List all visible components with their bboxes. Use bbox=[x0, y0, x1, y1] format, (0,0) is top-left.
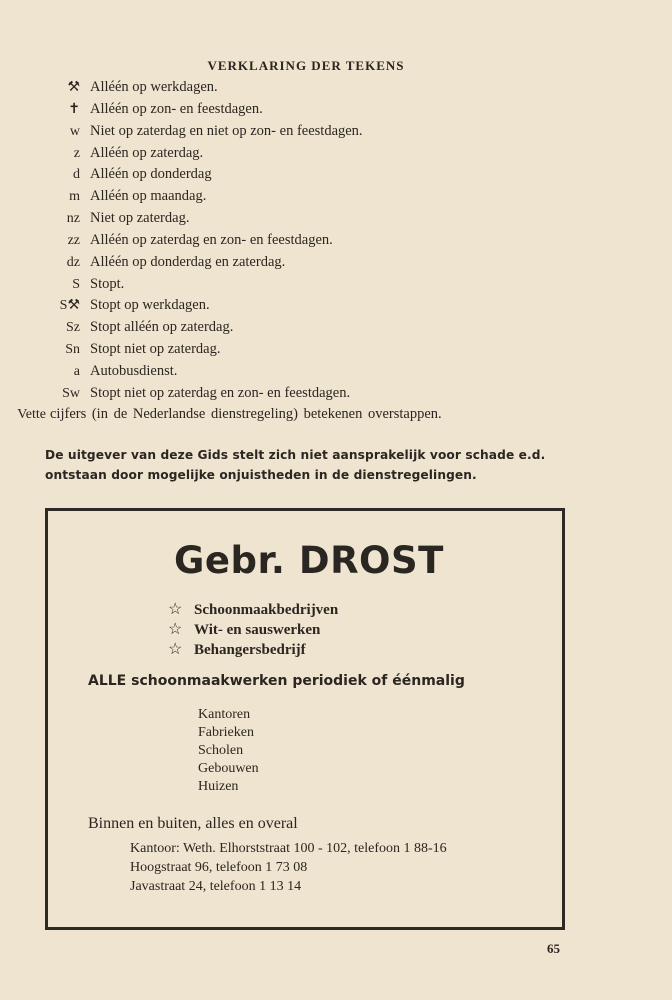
service-item bbox=[168, 619, 338, 639]
legend-item bbox=[40, 210, 189, 232]
legend-symbol: d bbox=[73, 167, 80, 182]
legend-symbol: S⚒ bbox=[59, 298, 80, 313]
legend-item bbox=[40, 297, 210, 319]
legend-text: Alléén op zon- en feestdagen. bbox=[90, 101, 263, 117]
legend-symbol: a bbox=[73, 364, 80, 379]
legend-text: Alléén op donderdag bbox=[90, 166, 212, 182]
legend-text: Autobusdienst. bbox=[90, 363, 178, 379]
legend-symbol: Sn bbox=[65, 342, 80, 357]
legend-symbol: dz bbox=[66, 255, 80, 270]
client-item: Fabrieken bbox=[198, 725, 254, 740]
legend-symbol: Sw bbox=[62, 386, 80, 401]
service-label: Behangersbedrijf bbox=[194, 642, 306, 658]
address-line: Kantoor: Weth. Elhorststraat 100 - 102, telefoon 1 88-16 bbox=[130, 841, 447, 856]
legend-symbol: z bbox=[73, 146, 80, 161]
legend-item bbox=[40, 341, 220, 363]
advertisement bbox=[45, 508, 565, 930]
address-line: Hoogstraat 96, telefoon 1 73 08 bbox=[130, 860, 308, 875]
legend-item bbox=[40, 123, 363, 145]
page-number: 65 bbox=[547, 941, 560, 956]
legend-text: Alléén op zaterdag. bbox=[90, 145, 204, 161]
legend-text: Stopt niet op zaterdag. bbox=[90, 341, 221, 357]
legend-symbol: S bbox=[72, 277, 80, 292]
legend-text: Stopt op werkdagen. bbox=[90, 297, 210, 313]
legend-symbol: Sz bbox=[66, 320, 80, 335]
service-list bbox=[168, 599, 338, 659]
legend-item bbox=[40, 385, 350, 407]
ad-tagline: Binnen en buiten, alles en overal bbox=[88, 815, 298, 832]
legend-item bbox=[40, 145, 203, 167]
legend-symbol: ⚒ bbox=[67, 80, 80, 95]
legend-item bbox=[6, 406, 564, 428]
client-item: Gebouwen bbox=[198, 761, 259, 776]
address-list bbox=[130, 841, 447, 898]
legend-item bbox=[40, 79, 218, 101]
disclaimer: De uitgever van deze Gids stelt zich niet aansprakelijk voor schade e.d. ontstaan door mogelijke onjuistheden in de dienstregelingen. bbox=[45, 448, 546, 482]
star-icon: ☆ bbox=[168, 641, 183, 658]
legend-text: Niet op zaterdag en niet op zon- en feestdagen. bbox=[90, 123, 363, 139]
star-icon: ☆ bbox=[168, 601, 183, 618]
legend-text: Stopt alléén op zaterdag. bbox=[90, 319, 234, 335]
legend-symbol: w bbox=[69, 124, 80, 139]
service-item bbox=[168, 639, 338, 659]
legend-text: Alléén op werkdagen. bbox=[90, 79, 218, 95]
address-line: Javastraat 24, telefoon 1 13 14 bbox=[130, 879, 302, 894]
legend-text: Alléén op donderdag en zaterdag. bbox=[90, 254, 286, 270]
star-icon: ☆ bbox=[168, 621, 183, 638]
legend-item bbox=[40, 363, 177, 385]
service-label: Schoonmaakbedrijven bbox=[194, 602, 339, 618]
legend-item bbox=[40, 319, 233, 341]
legend-item bbox=[40, 232, 333, 254]
service-item bbox=[168, 599, 338, 619]
legend-symbol: Vette bbox=[17, 407, 46, 422]
legend-text: Niet op zaterdag. bbox=[90, 210, 190, 226]
client-item: Kantoren bbox=[198, 707, 251, 722]
legend-item bbox=[40, 254, 285, 276]
page-title: VERKLARING DER TEKENS bbox=[207, 58, 405, 73]
legend-item bbox=[40, 276, 124, 298]
legend-symbol: ✝ bbox=[68, 102, 80, 117]
client-item: Huizen bbox=[198, 779, 239, 794]
legend-text: Stopt niet op zaterdag en zon- en feestdagen. bbox=[90, 385, 351, 401]
legend-item bbox=[40, 101, 263, 123]
legend-symbol: zz bbox=[67, 233, 80, 248]
legend-text: Stopt. bbox=[90, 276, 125, 292]
legend-symbol: m bbox=[69, 189, 80, 204]
legend-text: Alléén op maandag. bbox=[90, 188, 207, 204]
legend-text: Alléén op zaterdag en zon- en feestdagen. bbox=[90, 232, 333, 248]
brand-name: Gebr. DROST bbox=[174, 539, 444, 582]
legend-text: cijfers (in de Nederlandse dienstregeling) betekenen overstappen. bbox=[50, 406, 442, 422]
legend-item bbox=[40, 166, 212, 188]
client-list bbox=[198, 707, 259, 797]
legend-symbol: nz bbox=[66, 211, 80, 226]
client-item: Scholen bbox=[198, 743, 244, 758]
legend-item bbox=[40, 188, 206, 210]
ad-headline: ALLE schoonmaakwerken periodiek of éénmalig bbox=[88, 673, 465, 689]
service-label: Wit- en sauswerken bbox=[194, 622, 321, 638]
